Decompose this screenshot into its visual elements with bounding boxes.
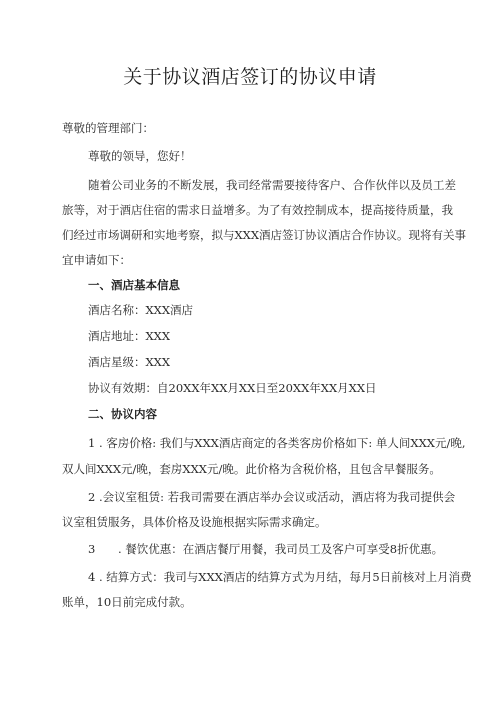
item-3-number: 3 (88, 542, 96, 556)
item-2-line-1: 2 .会议室租赁: 若我司需要在酒店举办会议或活动，酒店将为我司提供会 (88, 490, 456, 504)
document-title: 关于协议酒店签订的协议申请 (123, 66, 377, 88)
hotel-stars: 酒店星级：XXX (88, 355, 171, 369)
intro-line-2: 旅等，对于酒店住宿的需求日益增多。为了有效控制成本，提高接待质量，我 (62, 203, 453, 217)
item-3-text: . 餐饮优惠：在酒店餐厅用餐，我司员工及客户可享受8折优惠。 (118, 542, 444, 556)
intro-line-4: 宜申请如下： (62, 253, 131, 267)
item-1-line-2: 双人间XXX元/晚，套房XXX元/晚。此价格为含税价格，且包含早餐服务。 (62, 462, 441, 476)
greeting: 尊敬的领导，您好！ (88, 149, 192, 163)
section-1-heading: 一、酒店基本信息 (88, 278, 180, 292)
item-2-line-2: 议室租赁服务，具体价格及设施根据实际需求确定。 (62, 515, 327, 529)
hotel-name: 酒店名称：XXX酒店 (88, 303, 194, 317)
item-4-line-1: 4 . 结算方式：我司与XXX酒店的结算方式为月结，每月5日前核对上月消费 (88, 570, 472, 584)
section-2-heading: 二、协议内容 (88, 407, 157, 421)
salutation: 尊敬的管理部门： (62, 121, 154, 135)
item-1-line-1: 1 . 客房价格: 我们与XXX酒店商定的各类客房价格如下: 单人间XXX元/晚, (88, 436, 466, 450)
agreement-validity: 协议有效期：自20XX年XX月XX日至20XX年XX月XX日 (88, 381, 377, 395)
intro-line-3: 们经过市场调研和实地考察，拟与XXX酒店签订协议酒店合作协议。现将有关事 (62, 228, 467, 242)
intro-line-1: 随着公司业务的不断发展，我司经常需要接待客户、合作伙伴以及员工差 (88, 178, 456, 192)
item-4-line-2: 账单，10日前完成付款。 (62, 595, 192, 609)
hotel-address: 酒店地址：XXX (88, 329, 171, 343)
